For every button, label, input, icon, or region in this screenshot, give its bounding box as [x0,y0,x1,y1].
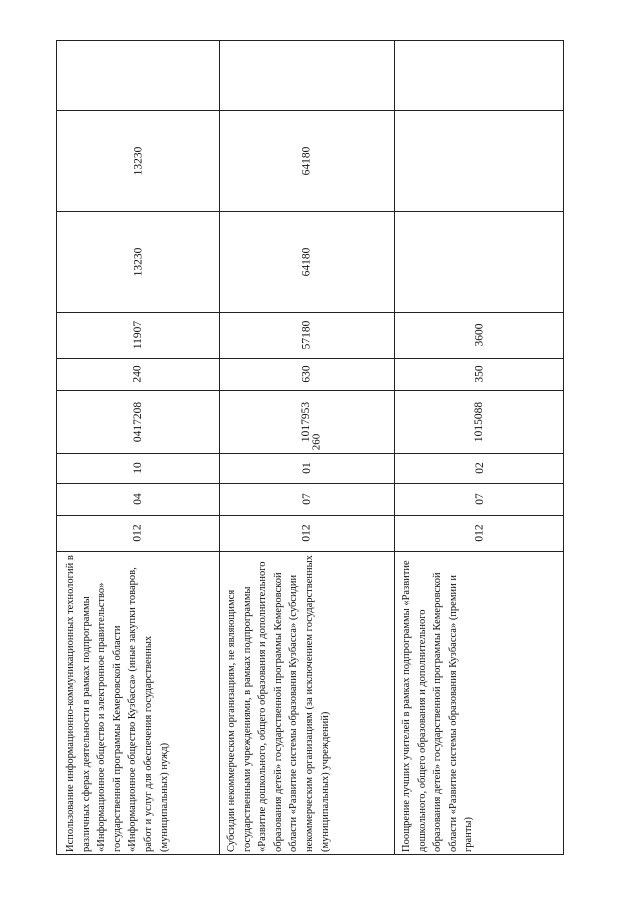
target-article-cell: 1015088 [473,401,486,442]
section-code-cell: 04 [132,493,144,505]
section-code-cell: 07 [473,493,486,505]
table-row-description: Субсидии некоммерческим организациям, не являющимся государственными учреждениями, в рамках подпрограммы «Развитие дошкольного, общего образования и дополнительного образования детей» государственной программы Кемеровской области «Развитие системы образования Кузбасса» (субсидии некоммерческим организациям (за исключением государственных (муниципальных) учреждений) [226,555,331,852]
ministry-code-cell: 012 [473,524,486,542]
page-number: 260 [310,433,323,451]
expense-type-cell: 350 [473,365,486,383]
target-article-cell: 0417208 [132,401,144,442]
expense-type-cell: 240 [132,365,144,383]
sum-cell: 64180 [300,247,313,276]
sum-cell: 64180 [300,146,313,175]
target-article-cell: 1017953 [300,401,313,442]
expense-type-cell: 630 [300,365,313,383]
sum-cell: 11907 [131,320,144,350]
table-row-description: Поощрение лучших учителей в рамках подпрограммы «Развитие дошкольного, общего образования и дополнительного образования детей» государственной программы Кемеровской области «Развитие системы образования Кузбасса» (премии и гранты) [401,560,475,852]
subsection-code-cell: 01 [300,462,313,474]
subsection-code-cell: 10 [132,462,144,474]
sum-cell: 13230 [132,146,144,175]
sum-cell [394,110,565,211]
ministry-code-cell: 012 [132,524,144,542]
subsection-code-cell: 02 [473,462,486,474]
sum-cell [394,211,565,312]
sum-cell: 13230 [132,247,144,276]
ministry-code-cell: 012 [300,524,313,542]
sum-cell: 57180 [300,320,313,350]
budget-table [56,40,564,855]
sum-cell: 3600 [473,323,486,347]
section-code-cell: 07 [300,493,313,505]
table-row-description: Использование информационно-коммуникационных технологий в различных сферах деятельности в рамках подпрограммы «Информационное общество и электронное правительство» государственной программы Кемеровской области «Информационное общество Кузбасса» (иные закупки товаров, работ и услуг для обеспечения государственных (муниципальных) нужд) [65,555,170,852]
